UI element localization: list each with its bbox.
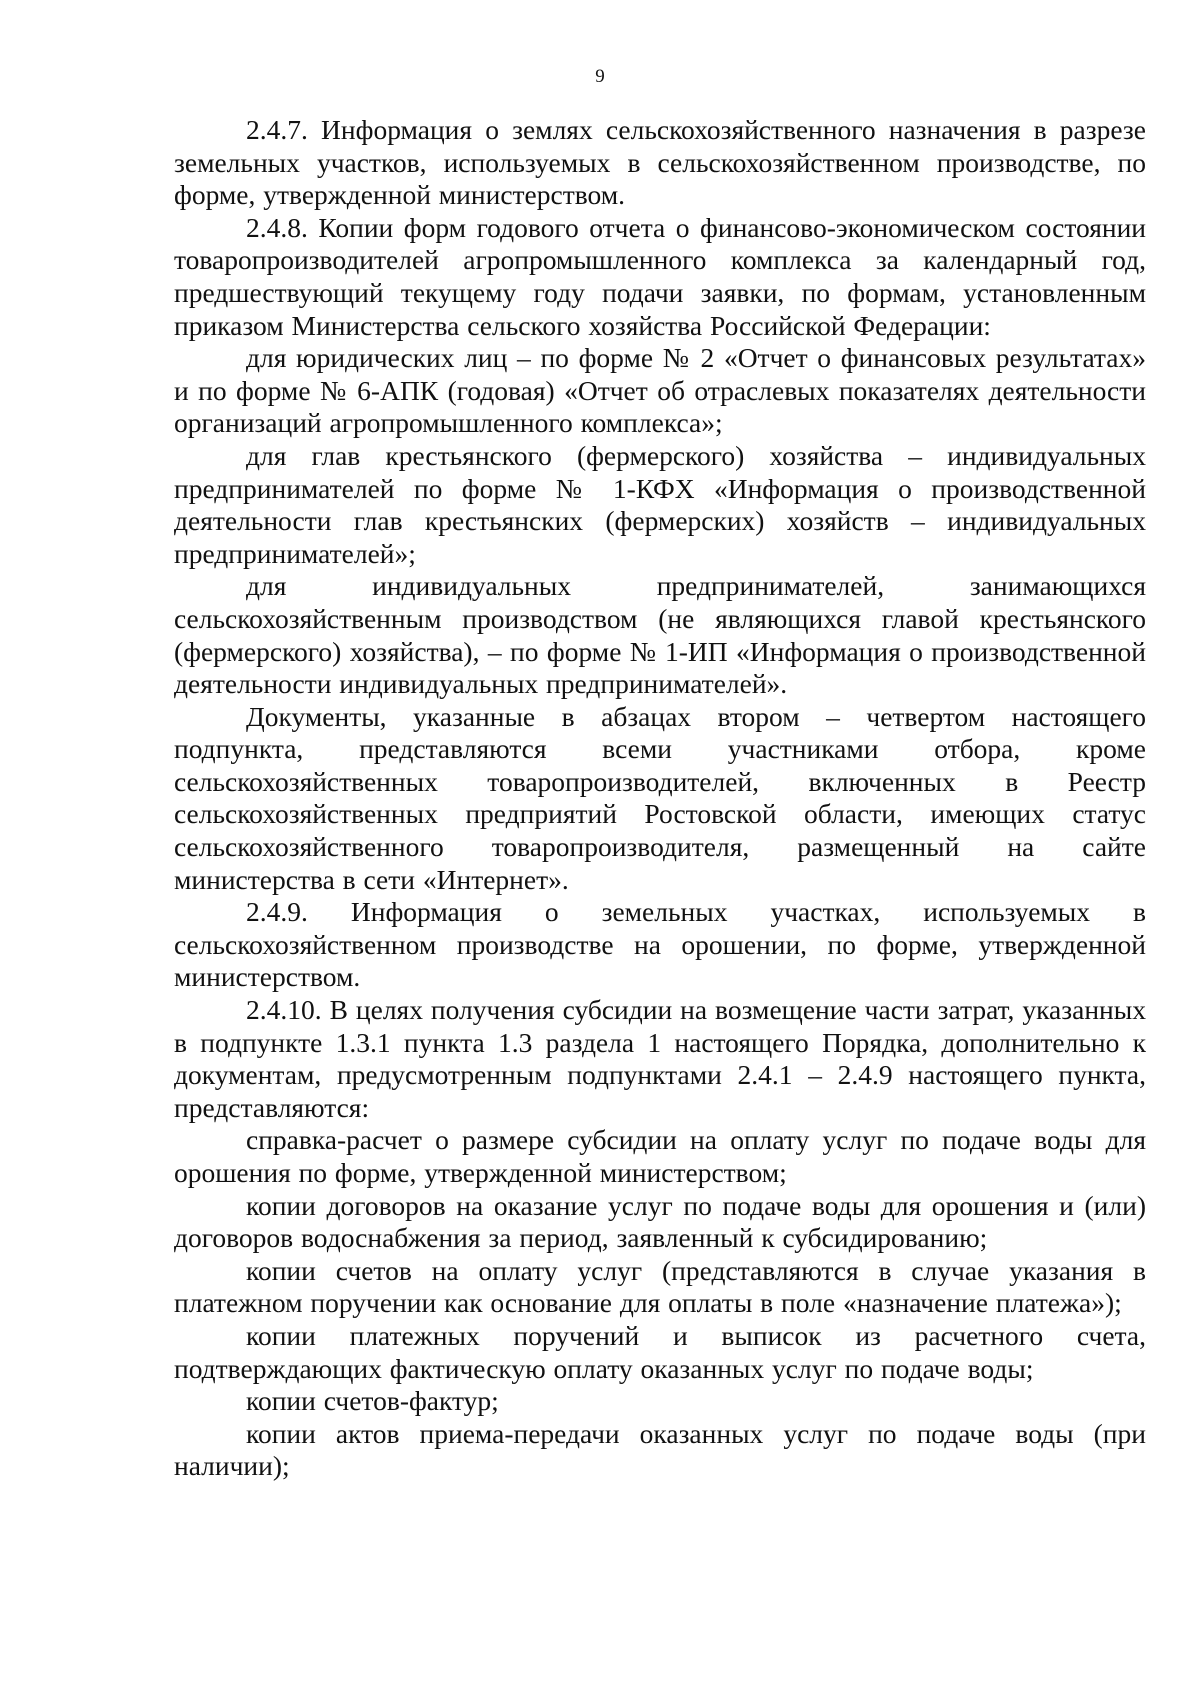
paragraph-legal-entities: для юридических лиц – по форме № 2 «Отчет о финансовых результатах» и по форме № 6-АПК (годовая) «Отчет об отраслевых показателях деятельности организаций агропромышленного комплекса»; xyxy=(174,342,1146,439)
list-item-subsidy-calculation: справка-расчет о размере субсидии на оплату услуг по подаче воды для орошения по форме, утвержденной министерством; xyxy=(174,1124,1146,1188)
list-item-acceptance-acts: копии актов приема-передачи оказанных услуг по подаче воды (при наличии); xyxy=(174,1417,1146,1482)
list-item-tax-invoices: копии счетов-фактур; xyxy=(246,1385,499,1417)
paragraph-2-4-9: 2.4.9. Информация о земельных участках, используемых в сельскохозяйственном производстве на орошении, по форме, утвержденной министерством. xyxy=(174,896,1146,993)
page-number: 9 xyxy=(595,66,605,87)
paragraph-2-4-8: 2.4.8. Копии форм годового отчета о финансово-экономическом состоянии товаропроизводителей агропромышленного комплекса за календарный год, предшествующий текущему году подачи заявки, по формам, установленным приказом Министерства сельского хозяйства Российской Федерации: xyxy=(174,211,1146,341)
list-item-contracts: копии договоров на оказание услуг по подаче воды для орошения и (или) договоров водоснабжения за период, заявленный к субсидированию; xyxy=(174,1189,1146,1254)
paragraph-individual-entrepreneurs: для индивидуальных предпринимателей, занимающихся сельскохозяйственным производством (не являющихся главой крестьянского (фермерского) хозяйства), – по форме № 1-ИП «Информация о производственной деятельности индивидуальных предпринимателей». xyxy=(174,570,1146,700)
list-item-invoices: копии счетов на оплату услуг (представляются в случае указания в платежном поручении как основание для оплаты в поле «назначение платежа»); xyxy=(174,1254,1146,1319)
paragraph-documents-note: Документы, указанные в абзацах втором – четвертом настоящего подпункта, представляются всеми участниками отбора, кроме сельскохозяйственных товаропроизводителей, включенных в Реестр сельскохозяйственных предприятий Ростовской области, имеющих статус сельскохозяйственного товаропроизводителя, размещенный на сайте министерства в сети «Интернет». xyxy=(174,700,1146,895)
document-body xyxy=(174,114,1146,1483)
paragraph-2-4-7: 2.4.7. Информация о землях сельскохозяйственного назначения в разрезе земельных участков, используемых в сельскохозяйственном производстве, по форме, утвержденной министерством. xyxy=(174,114,1146,211)
list-item-payment-orders: копии платежных поручений и выписок из расчетного счета, подтверждающих фактическую оплату оказанных услуг по подаче воды; xyxy=(174,1319,1146,1384)
paragraph-2-4-10: 2.4.10. В целях получения субсидии на возмещение части затрат, указанных в подпункте 1.3.1 пункта 1.3 раздела 1 настоящего Порядка, дополнительно к документам, предусмотренным подпунктами 2.4.1 – 2.4.9 настоящего пункта, представляются: xyxy=(174,994,1146,1123)
paragraph-farm-heads: для глав крестьянского (фермерского) хозяйства – индивидуальных предпринимателей по форме № 1-КФХ «Информация о производственной деятельности глав крестьянских (фермерских) хозяйств – индивидуальных предпринимателей»; xyxy=(174,439,1146,569)
